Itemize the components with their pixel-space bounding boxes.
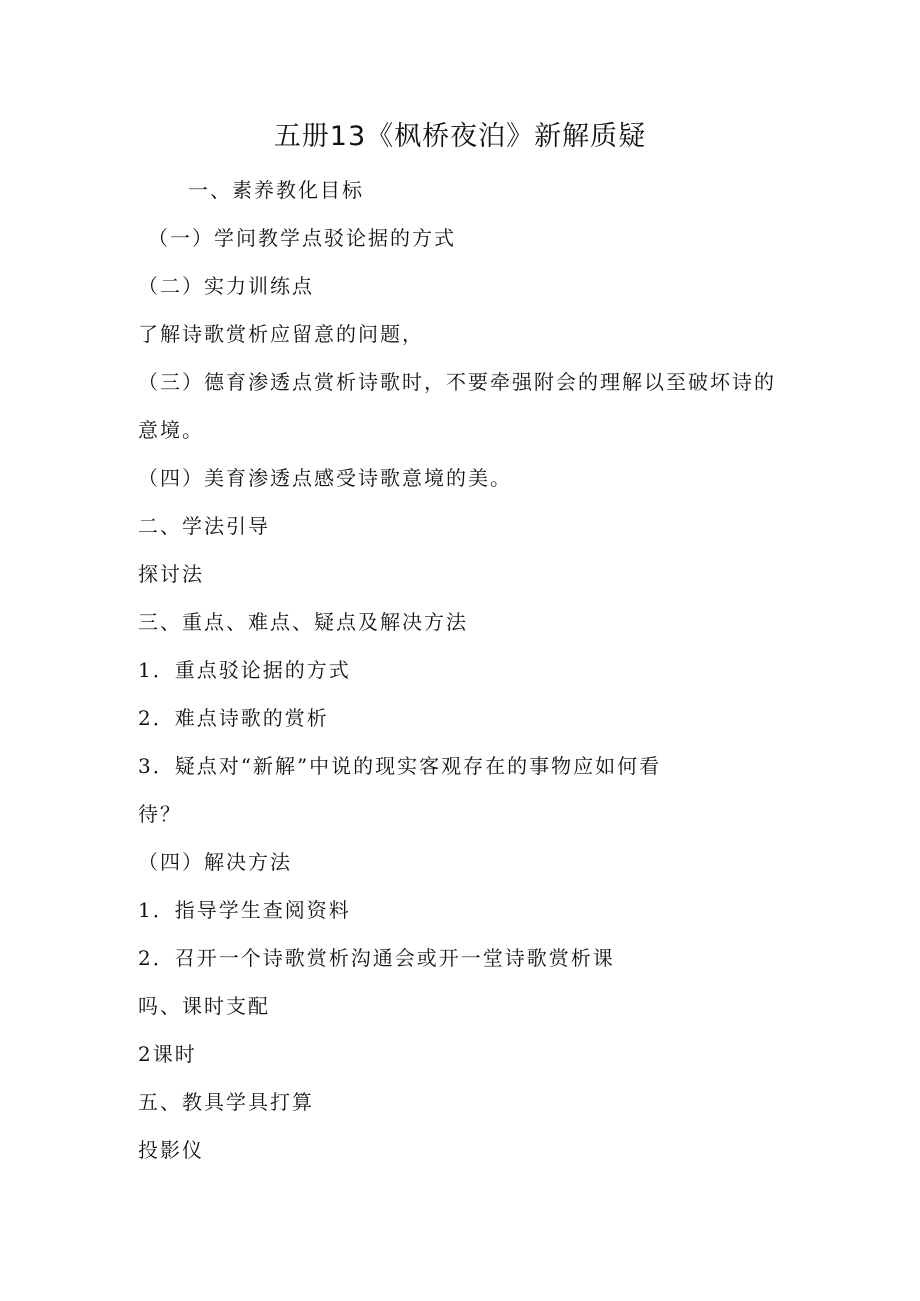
section-heading-key-points: 三、重点、难点、疑点及解决方法 [138, 610, 468, 634]
list-item-solution-2: 2．召开一个诗歌赏析沟通会或开一堂诗歌赏析课 [138, 946, 615, 970]
subsection-ability-point: （二）实力训练点 [138, 274, 314, 298]
list-item-solution-1: 1．指导学生查阅资料 [138, 898, 351, 922]
list-item-key-point: 1．重点驳论据的方式 [138, 658, 351, 682]
paragraph-tools: 投影仪 [138, 1138, 204, 1162]
section-heading-goals: 一、素养教化目标 [188, 178, 364, 202]
section-heading-tools: 五、教具学具打算 [138, 1090, 314, 1114]
paragraph-ability-detail: 了解诗歌赏析应留意的问题， [138, 322, 424, 346]
section-heading-schedule: 吗、课时支配 [138, 994, 270, 1018]
document-title: 五册13《枫桥夜泊》新解质疑 [273, 121, 647, 152]
subsection-solution: （四）解决方法 [138, 850, 292, 874]
paragraph-schedule: 2课时 [138, 1042, 197, 1066]
subsection-knowledge-point: （一）学问教学点驳论据的方式 [148, 226, 456, 250]
paragraph-doubt-continuation: 待？ [138, 802, 182, 826]
paragraph-method: 探讨法 [138, 562, 204, 586]
subsection-aesthetic-point: （四）美育渗透点感受诗歌意境的美。 [138, 466, 512, 490]
section-heading-method-guide: 二、学法引导 [138, 514, 270, 538]
list-item-doubt-point: 3．疑点对“新解”中说的现实客观存在的事物应如何看 [138, 754, 662, 778]
paragraph-moral-continuation: 意境。 [138, 418, 204, 442]
list-item-difficult-point: 2．难点诗歌的赏析 [138, 706, 329, 730]
subsection-moral-point: （三）德育渗透点赏析诗歌时，不要牵强附会的理解以至破坏诗的 [138, 370, 776, 394]
